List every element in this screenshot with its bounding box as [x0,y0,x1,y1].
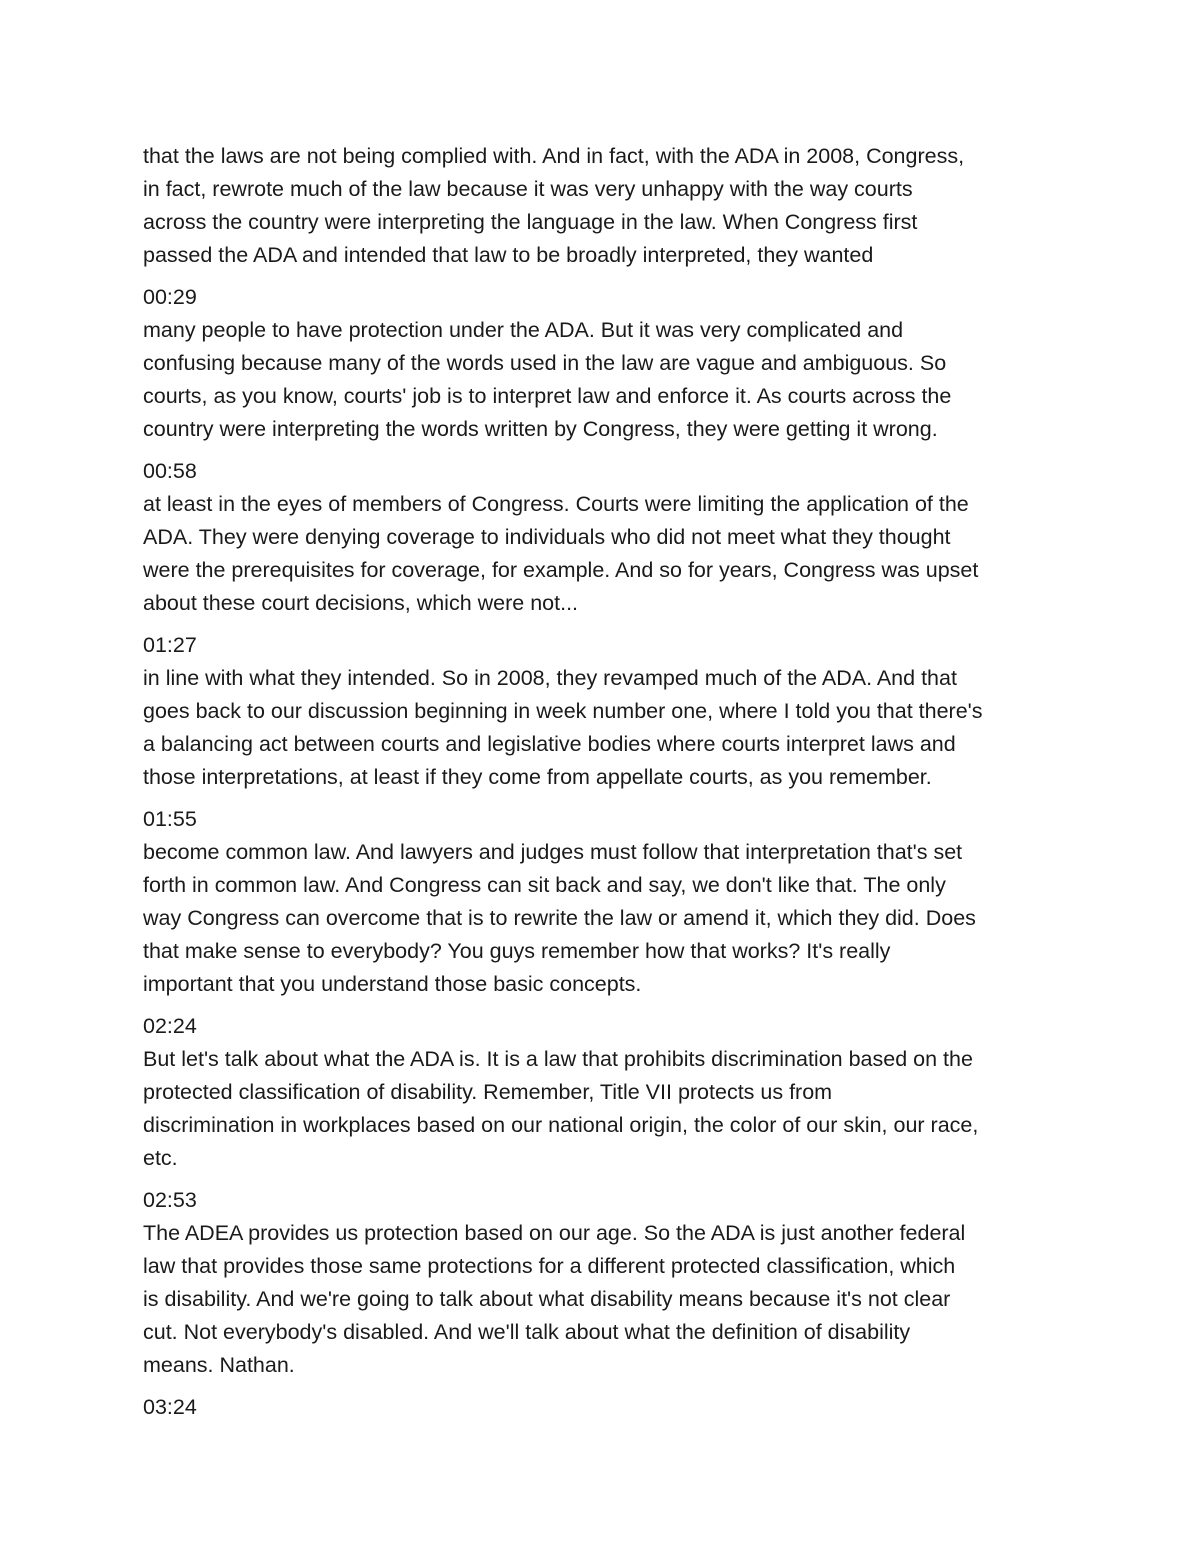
transcript-line: in line with what they intended. So in 2008, they revamped much of the ADA. And that [143,666,957,690]
transcript-line: a balancing act between courts and legislative bodies where courts interpret laws and [143,732,956,756]
transcript-line: in fact, rewrote much of the law because it was very unhappy with the way courts [143,177,913,201]
transcript-line: way Congress can overcome that is to rewrite the law or amend it, which they did. Does [143,906,976,930]
transcript-line: that the laws are not being complied with. And in fact, with the ADA in 2008, Congress, [143,144,965,168]
transcript-line: goes back to our discussion beginning in week number one, where I told you that there's [143,699,983,723]
transcript-line: about these court decisions, which were not... [143,591,579,615]
transcript-paragraph [143,314,1073,446]
transcript-line: confusing because many of the words used in the law are vague and ambiguous. So [143,351,947,375]
timestamp: 01:27 [143,633,197,657]
transcript-line: country were interpreting the words written by Congress, they were getting it wrong. [143,417,938,441]
transcript-line: across the country were interpreting the language in the law. When Congress first [143,210,918,234]
transcript-line: means. Nathan. [143,1353,295,1377]
transcript-line: become common law. And lawyers and judges must follow that interpretation that's set [143,840,963,864]
transcript-line: discrimination in workplaces based on our national origin, the color of our skin, our race, [143,1113,979,1137]
timestamp: 02:24 [143,1014,197,1038]
transcript-paragraph [143,836,1073,1001]
transcript-paragraph [143,488,1073,620]
transcript-line: forth in common law. And Congress can sit back and say, we don't like that. The only [143,873,946,897]
timestamp: 02:53 [143,1188,197,1212]
transcript-line: that make sense to everybody? You guys remember how that works? It's really [143,939,891,963]
transcript-paragraph [143,1043,1073,1175]
transcript-line: passed the ADA and intended that law to be broadly interpreted, they wanted [143,243,874,267]
transcript-line: at least in the eyes of members of Congress. Courts were limiting the application of the [143,492,969,516]
transcript-line: The ADEA provides us protection based on our age. So the ADA is just another federal [143,1221,966,1245]
timestamp: 00:29 [143,285,197,309]
transcript-line: protected classification of disability. Remember, Title VII protects us from [143,1080,833,1104]
transcript-line: But let's talk about what the ADA is. It is a law that prohibits discrimination based on the [143,1047,973,1071]
transcript-line: etc. [143,1146,178,1170]
transcript-paragraph [143,1217,1073,1382]
transcript-line: those interpretations, at least if they come from appellate courts, as you remember. [143,765,932,789]
transcript-line: is disability. And we're going to talk about what disability means because it's not clear [143,1287,951,1311]
timestamp: 01:55 [143,807,197,831]
timestamp: 00:58 [143,459,197,483]
transcript-page [143,140,1073,1424]
transcript-line: ADA. They were denying coverage to individuals who did not meet what they thought [143,525,951,549]
transcript-intro [143,140,1073,272]
transcript-line: many people to have protection under the ADA. But it was very complicated and [143,318,904,342]
timestamp: 03:24 [143,1395,197,1419]
transcript-line: important that you understand those basic concepts. [143,972,642,996]
transcript-line: law that provides those same protections for a different protected classification, which [143,1254,956,1278]
transcript-line: cut. Not everybody's disabled. And we'll talk about what the definition of disability [143,1320,911,1344]
transcript-line: courts, as you know, courts' job is to interpret law and enforce it. As courts across the [143,384,952,408]
transcript-paragraph [143,662,1073,794]
transcript-line: were the prerequisites for coverage, for example. And so for years, Congress was upset [143,558,979,582]
